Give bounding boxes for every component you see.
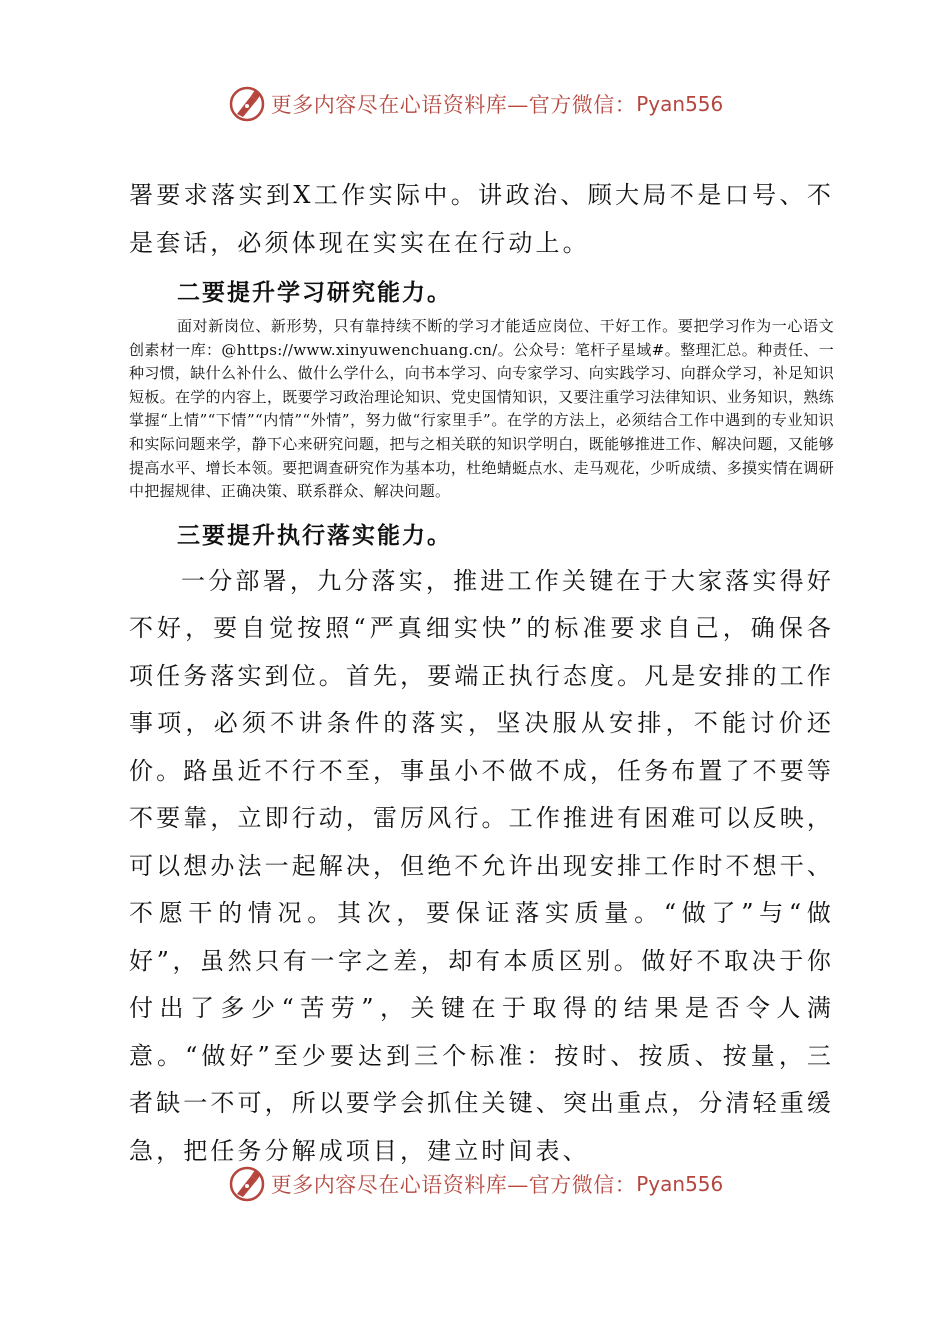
banner-handle: Pyan556 [636,1172,724,1196]
document-body [129,172,834,1175]
watermark-banner-top [0,82,950,126]
paragraph-continuation: 署要求落实到X工作实际中。讲政治、顾大局不是口号、不是套话，必须体现在实实在在行动上。 [129,181,834,257]
section-heading-3: 三要提升执行落实能力。 [177,522,452,549]
section-heading-2: 二要提升学习研究能力。 [177,280,452,306]
banner-handle: Pyan556 [636,92,724,116]
paragraph-2: 面对新岗位、新形势，只有靠持续不断的学习才能适应岗位、干好工作。要把学习作为一心语文创素材一库：@https://www.xinyuwenchuang.cn/。公众号：笔杆子星域#。整理汇总。种责任、一种习惯，缺什么补什么、做什么学什么，向书本学习、向专家学习、向实践学习、向群众学习，补足知识短板。在学的内容上，既要学习政治理论知识、党史国情知识，又要注重学习法律知识、业务知识，熟练掌握“上情”“下情”“内情”“外情”，努力做“行家里手”。在学的方法上，必须结合工作中遇到的专业知识和实际问题来学，静下心来研究问题，把与之相关联的知识学明白，既能够推进工作、解决问题，又能够提高水平、增长本领。要把调查研究作为基本功，杜绝蜻蜓点水、走马观花，少听成绩、多摸实情在调研中把握规律、正确决策、联系群众、解决问题。 [129,317,834,501]
pen-nib-logo-icon [227,84,267,124]
banner-text: 更多内容尽在心语资料库—官方微信： [270,1173,637,1197]
pen-nib-logo-icon [227,1164,267,1204]
watermark-banner-bottom [0,1162,950,1206]
banner-text: 更多内容尽在心语资料库—官方微信： [270,93,637,117]
paragraph-3: 一分部署，九分落实，推进工作关键在于大家落实得好不好，要自觉按照“严真细实快”的标准要求自己，确保各项任务落实到位。首先，要端正执行态度。凡是安排的工作事项，必须不讲条件的落实，坚决服从安排，不能讨价还价。路虽近不行不至，事虽小不做不成，任务布置了不要等不要靠，立即行动，雷厉风行。工作推进有困难可以反映，可以想办法一起解决，但绝不允许出现安排工作时不想干、不愿干的情况。其次，要保证落实质量。“做了”与“做好”，虽然只有一字之差，却有本质区别。做好不取决于你付出了多少“苦劳”，关键在于取得的结果是否令人满意。“做好”至少要达到三个标准：按时、按质、按量，三者缺一不可，所以要学会抓住关键、突出重点，分清轻重缓急，把任务分解成项目，建立时间表、 [129,566,834,1165]
